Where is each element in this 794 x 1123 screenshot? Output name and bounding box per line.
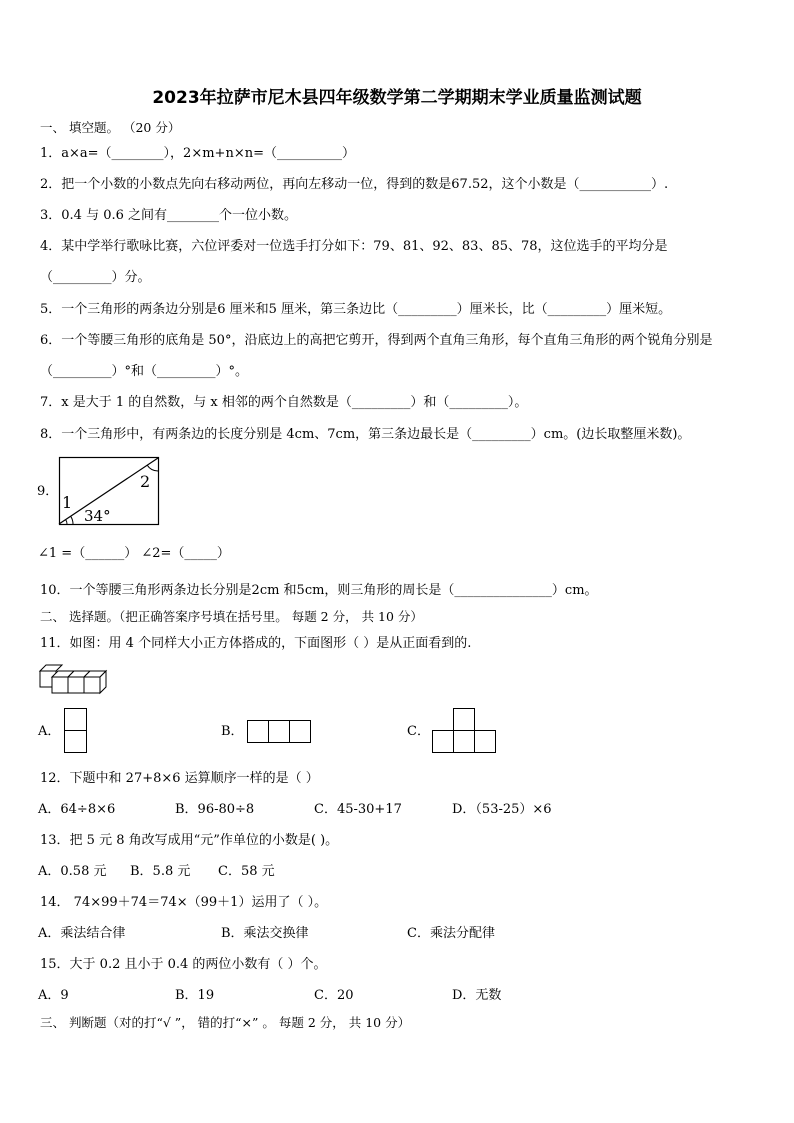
cube-2-front bbox=[68, 677, 84, 693]
question-9-answers: ∠1 =（______） ∠2=（_____） bbox=[38, 546, 230, 561]
question-11-option-b-label: B． bbox=[221, 724, 244, 739]
cube-top-back bbox=[40, 665, 62, 671]
question-13-option-b: B．5.8 元 bbox=[130, 864, 191, 879]
question-15-option-c: C．20 bbox=[314, 988, 354, 1003]
angle-2-arc bbox=[147, 465, 158, 471]
question-8: 8．一个三角形中，有两条边的长度分别是 4cm、7cm，第三条边最长是（_________）cm。(边长取整厘米数)。 bbox=[40, 427, 691, 442]
cube-3-front bbox=[84, 677, 100, 693]
section-true-false-heading: 三、 判断题（对的打“√ ”， 错的打“×” 。 每题 2 分， 共 10 分） bbox=[40, 1015, 411, 1030]
question-11-option-a-figure bbox=[64, 708, 88, 754]
question-12-option-c: C．45-30+17 bbox=[314, 802, 402, 817]
question-11-option-c-figure bbox=[432, 708, 498, 754]
question-14-option-a: A．乘法结合律 bbox=[38, 926, 126, 941]
question-13-option-a: A．0.58 元 bbox=[38, 864, 107, 879]
question-5: 5．一个三角形的两条边分别是6 厘米和5 厘米，第三条边比（_________）厘米长，比（_________）厘米短。 bbox=[40, 302, 672, 317]
question-10: 10．一个等腰三角形两条边长分别是2cm 和5cm，则三角形的周长是（_______________）cm。 bbox=[40, 583, 598, 598]
question-14-option-c: C．乘法分配律 bbox=[407, 926, 495, 941]
angle-34-arc bbox=[66, 520, 67, 525]
question-2: 2．把一个小数的小数点先向右移动两位，再向左移动一位，得到的数是67.52，这个小数是（___________）. bbox=[40, 177, 669, 192]
question-15-option-a: A．9 bbox=[38, 988, 69, 1003]
angle-1-arc bbox=[71, 516, 73, 524]
section-fill-blank-heading: 一、 填空题。 （20 分） bbox=[40, 120, 181, 135]
question-1: 1．a×a=（________），2×m+n×n=（__________） bbox=[40, 146, 355, 161]
question-9-rectangle-figure bbox=[59, 457, 159, 527]
question-12-option-b: B．96-80÷8 bbox=[175, 802, 255, 817]
question-13: 13．把 5 元 8 角改写成用“元”作单位的小数是( )。 bbox=[40, 833, 339, 848]
question-12-option-d: D．（53-25）×6 bbox=[452, 802, 552, 817]
question-11: 11．如图：用 4 个同样大小正方体搭成的，下面图形（ ）是从正面看到的. bbox=[40, 636, 472, 651]
angle-34-label: 34° bbox=[84, 507, 111, 525]
question-6-line-2: （_________）°和（_________）°。 bbox=[40, 364, 249, 379]
angle-2-label: 2 bbox=[140, 472, 151, 491]
question-13-option-c: C．58 元 bbox=[218, 864, 275, 879]
question-14-option-b: B．乘法交换律 bbox=[221, 926, 309, 941]
question-6-line-1: 6．一个等腰三角形的底角是 50°，沿底边上的高把它剪开，得到两个直角三角形，每个直角三角形的两个锐角分别是 bbox=[40, 333, 713, 348]
question-15: 15．大于 0.2 且小于 0.4 的两位小数有（ ）个。 bbox=[40, 957, 327, 972]
question-15-option-b: B．19 bbox=[175, 988, 215, 1003]
section-choice-heading: 二、 选择题。（把正确答案序号填在括号里。 每题 2 分， 共 10 分） bbox=[40, 609, 423, 624]
question-7: 7．x 是大于 1 的自然数，与 x 相邻的两个自然数是（_________）和（_________）。 bbox=[40, 395, 528, 410]
cube-1-front bbox=[52, 677, 68, 693]
page-title: 2023年拉萨市尼木县四年级数学第二学期期末学业质量监测试题 bbox=[152, 88, 642, 108]
question-12-option-a: A．64÷8×6 bbox=[38, 802, 116, 817]
question-11-option-b-figure bbox=[247, 720, 313, 744]
question-3: 3．0.4 与 0.6 之间有________个一位小数。 bbox=[40, 208, 298, 223]
question-11-option-a-label: A． bbox=[38, 724, 61, 739]
question-9-number: 9． bbox=[37, 484, 59, 499]
angle-1-label: 1 bbox=[62, 493, 73, 512]
question-12: 12．下题中和 27+8×6 运算顺序一样的是（ ） bbox=[40, 771, 319, 786]
question-15-option-d: D．无数 bbox=[452, 988, 502, 1003]
question-11-option-c-label: C． bbox=[407, 724, 430, 739]
question-11-cubes-figure bbox=[38, 663, 108, 695]
question-14: 14． 74×99＋74＝74×（99＋1）运用了（ ）。 bbox=[40, 895, 328, 910]
question-4-line-1: 4．某中学举行歌咏比赛，六位评委对一位选手打分如下：79、81、92、83、85、78，这位选手的平均分是 bbox=[40, 239, 668, 254]
question-4-line-2: （_________）分。 bbox=[40, 270, 151, 285]
